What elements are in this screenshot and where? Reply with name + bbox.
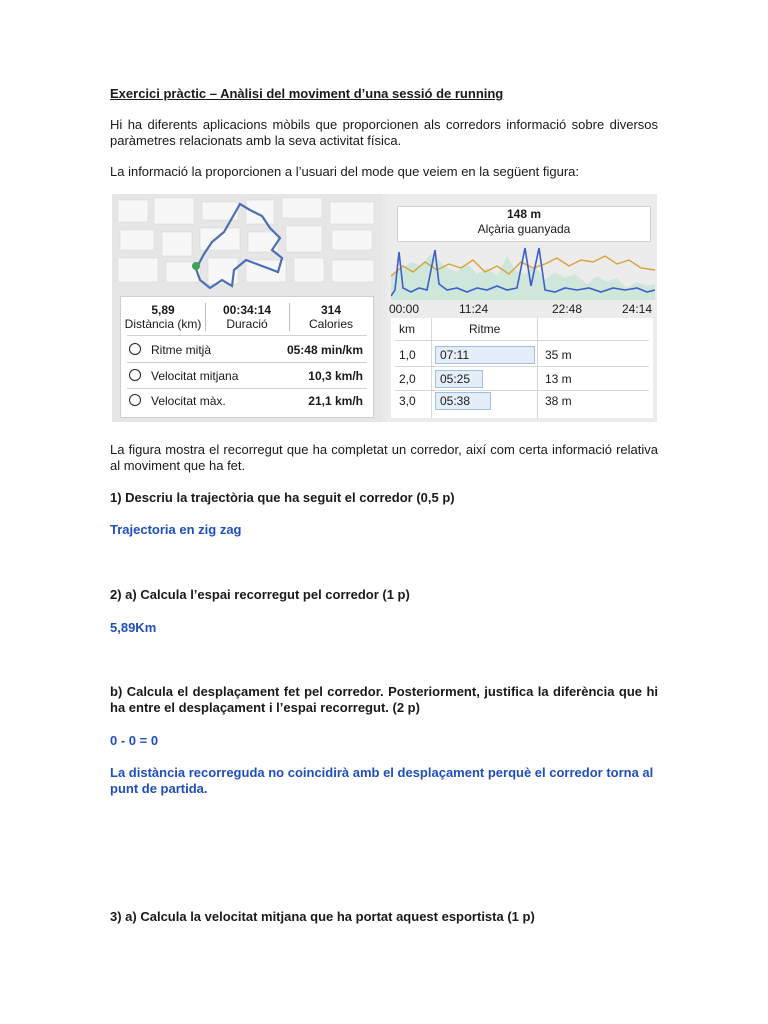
elevation-cell: 35 m bbox=[545, 348, 572, 362]
question-2a: 2) a) Calcula l’espai recorregut pel corredor (1 p) bbox=[110, 587, 410, 602]
pace-bar: 05:25 bbox=[435, 370, 483, 388]
row-divider bbox=[127, 388, 367, 389]
intro-figure-sentence: La informació la proporcionen a l’usuari del mode que veiem en la següent figura: bbox=[110, 164, 580, 179]
answer-1: Trajectoria en zig zag bbox=[110, 522, 242, 537]
max-speed-row bbox=[127, 390, 367, 412]
exercise-title: Exercici pràctic – Anàlisi del moviment d’una sessió de running bbox=[110, 86, 504, 101]
km-cell: 1,0 bbox=[399, 348, 416, 362]
duration-label: Duració bbox=[226, 317, 268, 331]
average-speed-label: Velocitat mitjana bbox=[151, 369, 239, 383]
question-2b: b) Calcula el desplaçament fet pel corredor. Posteriorment, justifica la diferència que hi ha entre el desplaçament i l’espai recorregut. (2 p) bbox=[110, 684, 658, 715]
pace-bar: 05:38 bbox=[435, 392, 491, 410]
distance-label: Distància (km) bbox=[124, 317, 202, 331]
stopwatch-icon bbox=[129, 394, 141, 406]
time-tick: 11:24 bbox=[459, 302, 489, 316]
distance-value: 5,89 bbox=[151, 303, 175, 317]
speed-gauge-icon bbox=[129, 369, 141, 381]
km-cell: 3,0 bbox=[399, 394, 416, 408]
column-divider bbox=[537, 318, 538, 418]
row-divider bbox=[127, 362, 367, 363]
running-app-figure bbox=[112, 194, 657, 422]
km-header: km bbox=[399, 322, 415, 336]
distance-stat bbox=[121, 303, 205, 331]
answer-2a: 5,89Km bbox=[110, 620, 157, 635]
calories-label: Calories bbox=[308, 317, 353, 331]
duration-stat bbox=[205, 303, 289, 331]
row-divider bbox=[395, 340, 649, 341]
calories-stat bbox=[289, 303, 373, 331]
route-map bbox=[112, 194, 382, 422]
pace-bar: 07:11 bbox=[435, 346, 535, 364]
question-1: 1) Descriu la trajectòria que ha seguit el corredor (0,5 p) bbox=[110, 490, 455, 505]
start-point-icon bbox=[192, 262, 200, 270]
intro-paragraph: Hi ha diferents aplicacions mòbils que proporcionen als corredors informació sobre diversos paràmetres relacionats amb la seva activitat física. bbox=[110, 117, 658, 148]
max-speed-value: 21,1 km/h bbox=[308, 394, 363, 408]
time-tick: 24:14 bbox=[622, 302, 653, 316]
pace-elevation-chart bbox=[391, 244, 655, 300]
elevation-gain-value: 148 m bbox=[506, 207, 542, 221]
elevation-cell: 13 m bbox=[545, 372, 572, 386]
elevation-gain-label: Alçària guanyada bbox=[477, 222, 571, 236]
row-divider bbox=[127, 335, 367, 336]
row-divider bbox=[395, 390, 649, 391]
duration-value: 00:34:14 bbox=[222, 303, 272, 317]
answer-2b-calculation: 0 - 0 = 0 bbox=[110, 733, 159, 748]
km-cell: 2,0 bbox=[399, 372, 416, 386]
average-speed-row bbox=[127, 365, 367, 387]
question-3a: 3) a) Calcula la velocitat mitjana que ha portat aquest esportista (1 p) bbox=[110, 909, 535, 924]
pace-header: Ritme bbox=[469, 322, 501, 336]
calories-value: 314 bbox=[320, 303, 342, 317]
pace-table bbox=[391, 318, 653, 418]
figure-description: La figura mostra el recorregut que ha completat un corredor, així com certa informació relativa al moviment que ha fet. bbox=[110, 442, 658, 473]
time-tick: 00:00 bbox=[389, 302, 420, 316]
stats-panel bbox=[120, 296, 374, 418]
average-pace-row bbox=[127, 339, 367, 361]
average-pace-label: Ritme mitjà bbox=[151, 343, 212, 357]
row-divider bbox=[395, 366, 649, 367]
time-tick: 22:48 bbox=[552, 302, 583, 316]
max-speed-label: Velocitat màx. bbox=[151, 394, 226, 408]
elevation-gain-box bbox=[397, 206, 651, 242]
average-pace-value: 05:48 min/km bbox=[286, 343, 363, 357]
elevation-cell: 38 m bbox=[545, 394, 572, 408]
elevation-panel bbox=[387, 194, 657, 422]
column-divider bbox=[431, 318, 432, 418]
average-speed-value: 10,3 km/h bbox=[308, 369, 363, 383]
clock-icon bbox=[129, 343, 141, 355]
answer-2b-justification: La distància recorreguda no coincidirà amb el desplaçament perquè el corredor torna al punt de partida. bbox=[110, 765, 654, 796]
